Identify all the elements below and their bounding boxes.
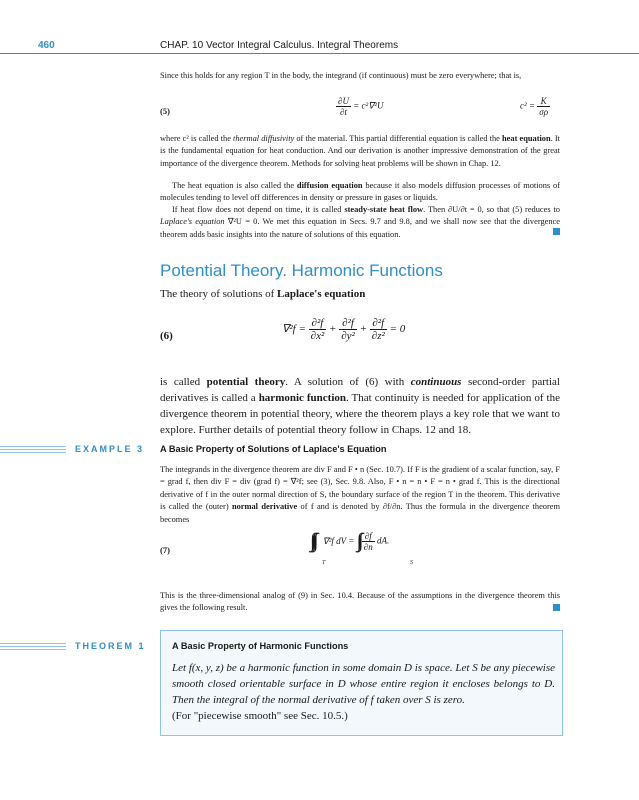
example-body: The integrands in the divergence theorem are div F and F • n (Sec. 10.7). If F is the gradient of a scalar function, say, F = grad f, then div F = div (grad f) = ∇²f; see (3), Sec. 9.8. Also, F • n = n • F = n • grad f. This is the directional derivative of f in the outer normal direction of S, the boundary surface of the region T in the theorem. This derivative is called the (outer) normal derivative of f and is denoted by ∂f/∂n. Thus the formula in the divergence theorem becomes [160, 465, 560, 524]
example-label: EXAMPLE 3 [75, 444, 145, 454]
eq7-label: (7) [160, 545, 170, 555]
page-number: 460 [38, 40, 55, 51]
double-integral-sign: ∫∫ [356, 530, 360, 552]
eq7-normal-derivative: $\frac{\partial f}{\partial n}$ [363, 531, 373, 552]
theorem-note: (For "piecewise smooth" see Sec. 10.5.) [172, 710, 348, 722]
theorem-rule [0, 643, 66, 652]
theorem-body: Let f(x, y, z) be a harmonic function in some domain D is space. Let S be any piecewise smooth closed orientable surface in D whose entire region it encloses belongs to D. Then the integral of the normal derivative of f taken over S is zero. [172, 662, 555, 706]
eq5-fraction: $\frac{\partial U}{\partial t}$ [338, 96, 349, 117]
eq7-surface-label: S [410, 560, 413, 566]
intro-line: Since this holds for any region T in the body, the integrand (if continuous) must be zero everywhere; that is, [160, 71, 522, 80]
paragraph-steady-state: If heat flow does not depend on time, it is called steady-state heat flow. Then ∂U/∂t = 0, so that (5) reduces to Laplace's equation ∇²U = 0. We met this equation in Secs. 9.7 and 9.8, and we shall now see that the divergence theorem adds basic insights into the nature of solutions of this equation. [160, 205, 560, 239]
eq7-region-label: T [322, 560, 326, 566]
example-rule [0, 446, 66, 455]
eq6-term-z: $\frac{\text{∂²f}}{\text{∂z²}}$ [371, 317, 385, 342]
paragraph-heat-equation: where c² is called the thermal diffusivity of the material. This partial differential equation is called the heat equation. It is the fundamental equation for heat conduction. And our derivation is another impressive demonstration of the great importance of the divergence theorem. Methods for solving heat problems will be shown in Chap. 12. [160, 134, 560, 168]
header-rule [0, 53, 639, 54]
end-of-example-mark [553, 604, 560, 611]
eq5-side-fraction: $\frac{K}{\sigma\rho}$ [539, 96, 549, 117]
eq5-main: $\frac{\partial U}{\partial t}$ = c²∇²U [338, 96, 384, 117]
theorem-title: A Basic Property of Harmonic Functions [172, 641, 349, 651]
eq5-label: (5) [160, 106, 170, 116]
section-title: Potential Theory. Harmonic Functions [160, 261, 443, 280]
eq6-term-y: $\frac{\text{∂²f}}{\text{∂y²}}$ [341, 317, 355, 342]
eq5-side: c² = $\frac{K}{\sigma\rho}$ [520, 96, 549, 117]
triple-integral-sign: ∫∫∫ [310, 530, 315, 552]
section-intro: The theory of solutions of Laplace's equation [160, 288, 366, 300]
example-conclusion: This is the three-dimensional analog of (9) in Sec. 10.4. Because of the assumptions in the divergence theorem this gives the following result. [160, 591, 560, 613]
eq7-main: ∫∫∫ T ∇²f dV = ∫∫ S $\frac{\partial f}{\partial n}$ dA. [310, 530, 413, 566]
eq6-label: (6) [160, 330, 173, 342]
theorem-label: THEOREM 1 [75, 641, 146, 651]
eq6-main: ∇²f = $\frac{\text{∂²f}}{\text{∂x²}}$ + $\frac{\text{∂²f}}{\text{∂y²}}$ + $\frac{\text{∂²f}}{\text{∂z²}}$ = 0 [282, 317, 406, 342]
eq6-term-x: $\frac{\text{∂²f}}{\text{∂x²}}$ [310, 317, 325, 342]
running-head: CHAP. 10 Vector Integral Calculus. Integral Theorems [160, 40, 399, 51]
end-of-proof-mark [553, 228, 560, 235]
example-title: A Basic Property of Solutions of Laplace's Equation [160, 444, 387, 454]
paragraph-diffusion: The heat equation is also called the diffusion equation because it also models diffusion processes of motions of molecules tending to level off differences in density or pressure in gases or liquids. [160, 181, 560, 203]
paragraph-potential-theory: is called potential theory. A solution of (6) with continuous second-order partial derivatives is called a harmonic function. That continuity is needed for application of the divergence theorem in potential theory, where the theorem plays a key role that we want to explore. Further details of potential theory follow in Chaps. 12 and 18. [160, 376, 560, 436]
